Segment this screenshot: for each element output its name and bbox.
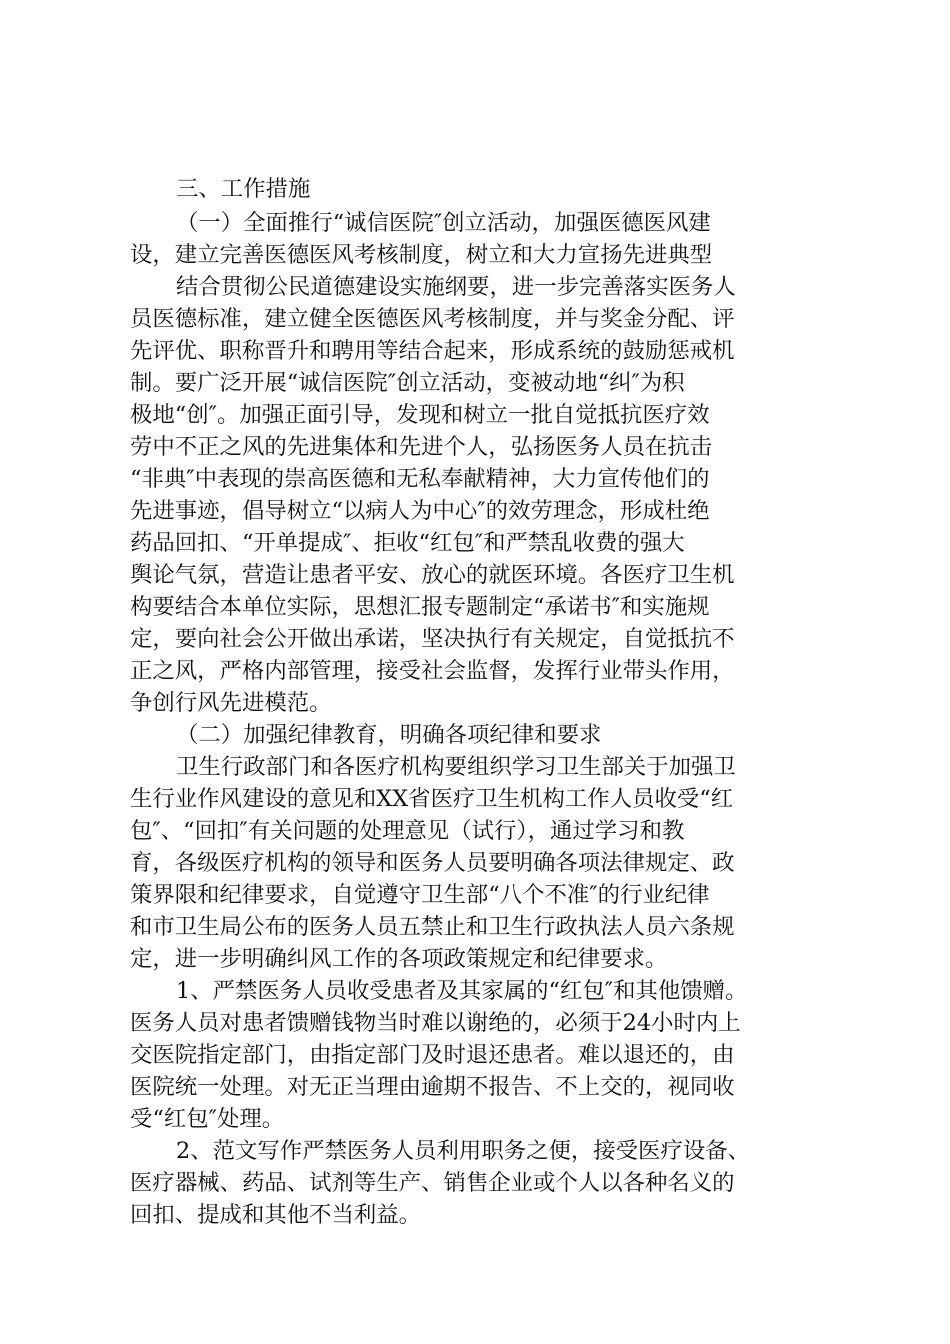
list-item-1-line: 受“红包″处理。: [130, 1106, 285, 1132]
paragraph-line: 卫生行政部门和各医疗机构要组织学习卫生部关于加强卫: [176, 754, 736, 780]
paragraph-line: 策界限和纪律要求，自觉遵守卫生部“八个不准″的行业纪律: [130, 882, 710, 908]
paragraph-line: 生行业作风建设的意见和XX省医疗卫生机构工作人员收受“红: [130, 786, 734, 812]
subsection-title-2: （二）加强纪律教育，明确各项纪律和要求: [176, 722, 602, 748]
paragraph-line: “非典″中表现的崇高医德和无私奉献精神，大力宣传他们的: [130, 466, 710, 492]
list-item-1-line: 1、严禁医务人员收受患者及其家属的“红包″和其他馈赠。: [176, 978, 748, 1004]
paragraph-line: 员医德标准，建立健全医德医风考核制度，并与奖金分配、评: [130, 306, 735, 332]
paragraph-line: 正之风，严格内部管理，接受社会监督，发挥行业带头作用，: [130, 658, 735, 684]
list-item-2-line: 回扣、提成和其他不当利益。: [130, 1202, 422, 1228]
paragraph-line: 制。要广泛开展“诚信医院″创立活动，变被动地“纠″为积: [130, 370, 685, 396]
list-item-1-line: 交医院指定部门，由指定部门及时退还患者。难以退还的，由: [130, 1042, 735, 1068]
paragraph-line: 育，各级医疗机构的领导和医务人员要明确各项法律规定、政: [130, 850, 735, 876]
paragraph-line: 极地“创″。加强正面引导，发现和树立一批自觉抵抗医疗效: [130, 402, 710, 428]
paragraph-line: 包″、“回扣″有关问题的处理意见（试行），通过学习和教: [130, 818, 685, 844]
paragraph-line: 先评优、职称晋升和聘用等结合起来，形成系统的鼓励惩戒机: [130, 338, 735, 364]
paragraph-line: 舆论气氛，营造让患者平安、放心的就医环境。各医疗卫生机: [130, 562, 735, 588]
paragraph-line: 定，进一步明确纠风工作的各项政策规定和纪律要求。: [130, 946, 668, 972]
paragraph-line: 劳中不正之风的先进集体和先进个人，弘扬医务人员在抗击: [130, 434, 713, 460]
subsection-title-1-line-1: （一）全面推行“诚信医院″创立活动，加强医德医风建: [176, 210, 711, 236]
section-heading: 三、工作措施: [176, 176, 311, 202]
list-item-1-line: 医院统一处理。对无正当理由逾期不报告、不上交的，视同收: [130, 1074, 735, 1100]
paragraph-line: 定，要向社会公开做出承诺，坚决执行有关规定，自觉抵抗不: [130, 626, 735, 652]
paragraph-line: 构要结合本单位实际，思想汇报专题制定“承诺书″和实施规: [130, 594, 710, 620]
paragraph-line: 药品回扣、“开单提成″、拒收“红包″和严禁乱收费的强大: [130, 530, 685, 556]
paragraph-line: 和市卫生局公布的医务人员五禁止和卫生行政执法人员六条规: [130, 914, 735, 940]
paragraph-line: 结合贯彻公民道德建设实施纲要，进一步完善落实医务人: [176, 274, 736, 300]
list-item-2-line: 2、范文写作严禁医务人员利用职务之便，接受医疗设备、: [176, 1138, 751, 1164]
paragraph-line: 先进事迹，倡导树立“以病人为中心″的效劳理念，形成杜绝: [130, 498, 710, 524]
list-item-1-line: 医务人员对患者馈赠钱物当时难以谢绝的，必须于24小时内上: [130, 1010, 741, 1036]
subsection-title-1-line-2: 设，建立完善医德医风考核制度，树立和大力宣扬先进典型: [130, 242, 713, 268]
paragraph-line: 争创行风先进模范。: [130, 690, 332, 716]
list-item-2-line: 医疗器械、药品、试剂等生产、销售企业或个人以各种名义的: [130, 1170, 735, 1196]
